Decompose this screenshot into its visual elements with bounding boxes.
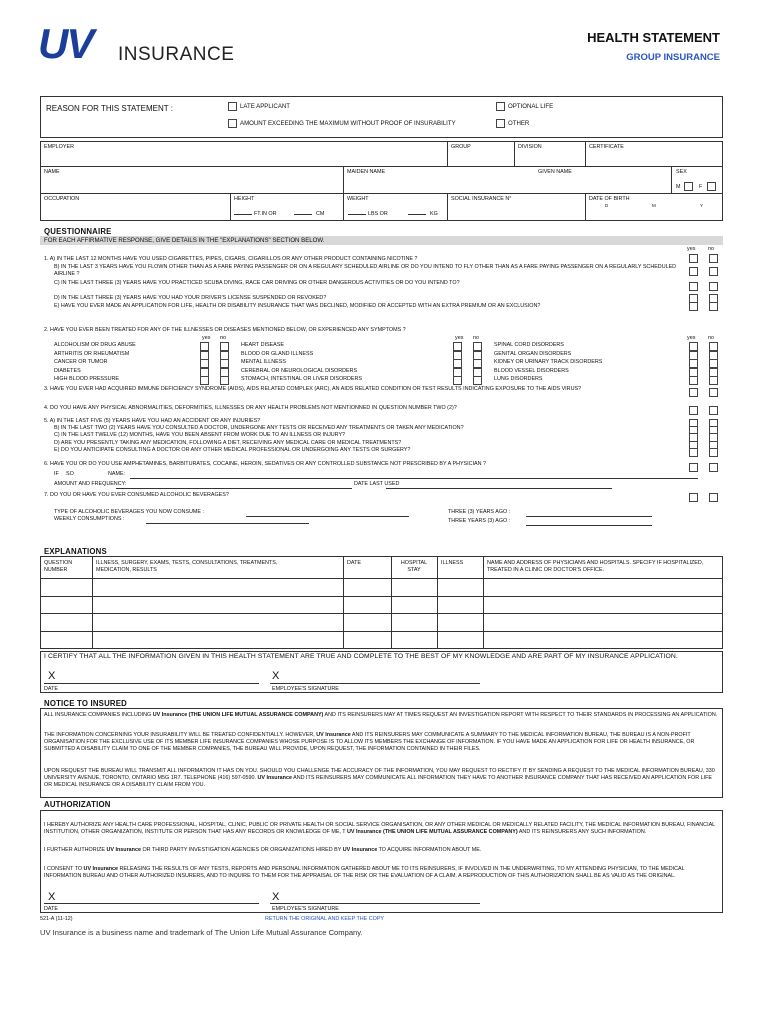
dob-d: D [605,203,609,208]
auth-p1 [44,822,719,836]
other-checkbox[interactable] [496,119,505,128]
yes-checkbox[interactable] [689,448,698,457]
division-label: DIVISION [518,144,542,150]
illness-item: SPINAL CORD DISORDERS [494,342,564,348]
yes-header: yes [687,246,696,252]
text: AND ITS REINSURERS MAY COMMUNICATE ALL INFORMATION THEY HAVE TO ANOTHER INSURANCE COMPANY THAT HAS RECEIVED AN APPLICATION FOR LIFE OR MEDICAL INSURANCE OR A DISABILITY CLAIM FROM YOU. [44,774,712,788]
other-label: OTHER [508,120,530,127]
q1b: B) IN THE LAST 3 YEARS HAVE YOU FLOWN OTHER THAN AS A FARE PAYING PASSENGER OR ON A REGULARY SCHEDULED AIRLINE OR DO YOU INTEND TO FLY OTHER THAN AS A FARE PAYING PASSENGER ON A REGULARLY SCHEDULED AIRLINE ? [54,264,677,277]
company-name: UV Insurance [316,732,351,738]
company-name: UV Insurance [342,847,378,853]
certify-date-x: X [48,670,56,682]
exp-header: NAME AND ADDRESS OF PHYSICIANS AND HOSPITALS. SPECIFY IF HOSPITALIZED, TREATED IN A CLINIC OR DOCTOR'S OFFICE. [487,560,704,573]
certify-sig-x: X [272,670,280,682]
identity-grid [40,141,723,221]
no-checkbox[interactable] [220,376,229,385]
certificate-label: CERTIFICATE [589,144,624,150]
q6: 6. HAVE YOU OR DO YOU USE AMPHETAMINES, BARBITURATES, COCAINE, HEROIN, SEDATIVES OR ANY CONTROLLED SUBSTANCE NOT PRESCRIBED BY A PHYSICIAN ? [44,461,487,467]
exp-header: ILLNESS, SURGERY, EXAMS, TESTS, CONSULTATIONS, TREATMENTS, MEDICATION, RESULTS [96,560,278,573]
text: OR THIRD PARTY INVESTIGATION AGENCIES OR ORGANIZATIONS HIRED BY [140,847,342,853]
illness-item: STOMACH, INTESTINAL OR LIVER DISORDERS [241,376,363,382]
page-subtitle: GROUP INSURANCE [626,52,720,63]
optional-life-label: OPTIONAL LIFE [508,103,554,110]
yes-checkbox[interactable] [689,463,698,472]
yes-header: yes [455,335,464,341]
text: AND ITS REINSURERS MAY COMMUNICATE A SUMMARY TO THE MEDICAL INFORMATION BUREAU, THE BUREAU IS A NON-PROFIT ORGANISATION FOR THE EXCLUSIVE USE OF ITS MEMBER LIFE INSURANCE COMPANIES WHOSE PURPOSE IS TO ALLOW ITS MEMBERS THE EXCHANGE OF INFORMATION. IF YOU HAVE MADE AN APPLICATION FOR LIFE OR HEALTH INSURANCE, OR SUBMITTED A DISABILITY CLAIM TO ONE OF THE MEMBER COMPANIES, THE BUREAU WILL PROVIDE, UPON REQUEST, THE INFORMATION CONTAINED IN THEIR FILES. [44,732,695,752]
q6-amount-line[interactable] [116,488,352,489]
text: I HEREBY AUTHORIZE ANY HEALTH CARE PROFESSIONAL, HOSPITAL, CLINIC, PUBLIC OR PRIVATE HEALTH OR SOCIAL SERVICE ORGANISATION, OR ANY OTHER MEDICAL OR MEDICALLY RELATED FACILITY, THE MEDICAL INFORMATION BUREAU, FINANCIAL INSTITUTION, OTHER ORGANIZATION, INSTITUTE OR PERSON THAT HAS ANY RECORDS OR KNOWLEDGE OF ME, T [44,822,715,835]
sin-label: SOCIAL INSURANCE N° [451,196,512,202]
q6-amount-label: AMOUNT AND FREQUENCY: [54,481,127,487]
optional-life-checkbox[interactable] [496,102,505,111]
sex-label: SEX [676,169,687,175]
trademark-note: UV Insurance is a business name and trademark of The Union Life Mutual Assurance Company. [40,928,363,937]
q5d: D) ARE YOU PRESENTLY TAKING ANY MEDICATION, FOLLOWING A DIET, RECEIVING ANY MEDICAL CARE OR MEDICAL TREATMENTS? [54,440,402,446]
illness-col-3 [494,342,674,385]
exp-header: QUESTION NUMBER [44,560,73,573]
illness-item: MENTAL ILLNESS [241,359,286,365]
yes-checkbox[interactable] [453,376,462,385]
yes-checkbox[interactable] [689,406,698,415]
no-header: no [708,246,714,252]
q5b: B) IN THE LAST TWO (2) YEARS HAVE YOU CONSULTED A DOCTOR, UNDERGONE ANY TESTS OR RECEIVED ANY TREATMENTS OR TAKEN ANY MEDICATION? [54,425,464,431]
yes-header: yes [202,335,211,341]
text: I FURTHER AUTHORIZE [44,847,105,853]
questionnaire-title: QUESTIONNAIRE [44,227,112,236]
certify-sig-label: EMPLOYEE'S SIGNATURE [272,686,339,692]
company-name: UV Insurance (THE UNION LIFE MUTUAL ASSURANCE COMPANY) [347,828,518,835]
lbs-label: LBS OR [368,211,388,217]
ft-in-label: FT.IN OR [254,211,277,217]
amount-exceeding-checkbox[interactable] [228,119,237,128]
illness-item: BLOOD OR GLAND ILLNESS [241,350,314,357]
no-checkbox[interactable] [709,302,718,311]
auth-date-x: X [48,891,56,903]
illness-item: HIGH BLOOD PRESSURE [54,376,120,382]
weight-label: WEIGHT [347,196,369,202]
illness-col-2 [241,342,441,385]
text: THE INFORMATION CONCERNING YOUR INSURABILITY WILL BE TREATED CONFIDENTIALLY. HOWEVER, [44,732,315,738]
no-checkbox[interactable] [709,463,718,472]
yes-checkbox[interactable] [689,267,698,276]
q6-date-label: DATE LAST USED [354,481,400,487]
yes-checkbox[interactable] [200,376,209,385]
reason-box [40,96,723,138]
text: RELEASING THE RESULTS OF ANY TESTS, REPORTS AND PERSONAL INFORMATION GATHERED ABOUT ME TO ITS REINSURERS, IF INVOLVED IN THE UNDERWRITING, TO MY ATTENDING PHYSICIAN, TO THE MEDICAL INFORMATION BUREAU AND OTHER AUTHORIZED INSURERS, AND TO INQUIRE TO THEM FOR THE APPRAISAL OF THE RISK OR THE EVALUATION OF A CLAIM. A REPRODUCTION OF THIS AUTHORIZATION SHALL BE AS VALID AS THE ORIGINAL. [44,866,685,879]
form-number: 521-A (11-12) [40,916,73,922]
occupation-label: OCCUPATION [44,196,80,202]
q1c: C) IN THE LAST THREE (3) YEARS HAVE YOU PRACTICED SCUBA DIVING, RACE CAR DRIVING OR OTHER DANGEROUS ACTIVITIES OR DO YOU INTEND TO? [54,280,460,286]
text: I CONSENT TO [44,866,83,872]
page-title: HEALTH STATEMENT [587,30,720,45]
auth-p3 [44,866,719,880]
no-header: no [220,335,226,341]
q7-weekly-line[interactable] [146,523,309,524]
illness-item: GENITAL ORGAN DISORDERS [494,350,572,357]
no-header: no [708,335,714,341]
name-label: NAME [44,169,60,175]
sex-f-checkbox[interactable] [707,182,716,191]
employer-label: EMPLOYER [44,144,74,150]
reason-label: REASON FOR THIS STATEMENT : [46,104,173,113]
no-checkbox[interactable] [709,388,718,397]
illness-item: KIDNEY OR URINARY TRACK DISORDERS [494,359,603,365]
q1e: E) HAVE YOU EVER MADE AN APPLICATION FOR LIFE, HEALTH OR DISABILITY INSURANCE THAT WAS DECLINED, MODIFIED OR ACCEPTED WITH AN EXTRA PREMIUM OR AN EXCLUSION? [54,303,541,309]
logo-word: INSURANCE [118,44,235,65]
no-checkbox[interactable] [709,448,718,457]
illness-item: ARTHRITIS OR RHEUMATISM [54,350,130,357]
notice-p1 [44,712,719,719]
q7-weekly-label: WEEKLY CONSUMPTIONS : [54,516,125,522]
auth-p2 [44,847,719,854]
no-checkbox[interactable] [473,376,482,385]
illness-item: CANCER OR TUMOR [54,359,108,365]
q7-three-line[interactable] [526,516,652,517]
yes-checkbox[interactable] [689,388,698,397]
q7: 7. DO YOU OR HAVE YOU EVER CONSUMED ALCOHOLIC BEVERAGES? [44,492,229,498]
q3: 3. HAVE YOU EVER HAD ACQUIRED IMMUNE DEFICIENCY SYNDROME (AIDS), AIDS RELATED COMPLEX (ARC), AN AIDS RELATED CONDITION OR TEST RESULTS INDICATING EXPOSURE TO THE AIDS VIRUS? [44,386,582,392]
height-label: HEIGHT [234,196,255,202]
notice-p3 [44,768,719,788]
logo-letters: UV [38,20,93,67]
text: UPON REQUEST THE BUREAU WILL TRANSMIT ALL INFORMATION IT HAS ON YOU. SHOULD YOU CHALLENGE THE ACCURACY OF THE INFORMATION, YOU MAY REQUEST TO RECTIFY IT BY SENDING A REQUEST TO THE MEDICAL INFORMATION BUREAU, 330 UNIVERSITY AVENUE, TORONTO, ONTARIO M5G 1R7. TELEPHONE (416) 597-0590. [44,768,715,781]
text: TO ACQUIRE INFORMATION ABOUT ME. [377,847,482,853]
company-name: UV Insurance [257,774,292,781]
q5a: 5. A) IN THE LAST FIVE (5) YEARS HAVE YOU HAD AN ACCIDENT OR ANY INJURIES? [44,418,261,424]
illness-item: DIABETES [54,367,81,374]
explanations-title: EXPLANATIONS [44,547,107,556]
certify-date-label: DATE [44,686,58,692]
group-label: GROUP [451,144,471,150]
text: ALL INSURANCE COMPANIES INCLUDING [44,712,152,718]
notice-p2 [44,732,719,752]
q5c: C) IN THE LAST TWELVE (12) MONTHS, HAVE YOU BEEN ABSENT FROM WORK DUE TO AN ILLNESS OR INJURY? [54,432,346,438]
text: AND ITS REINSURERS MAY AT TIMES REQUEST AN INVESTIGATION REPORT WITH RESPECT TO THEIR STANDARDS IN PROCESSING AN APPLICATION. [323,712,718,718]
illness-item: HEART DISEASE [241,342,284,348]
illness-col-1 [54,342,204,385]
q6-name-label: NAME: [108,471,126,477]
sex-m-checkbox[interactable] [684,182,693,191]
dob-m: M [652,203,656,208]
yes-checkbox[interactable] [689,282,698,291]
maiden-name-label: MAIDEN NAME [347,169,386,175]
return-note: RETURN THE ORIGINAL AND KEEP THE COPY [265,916,385,922]
q1a: 1. A) IN THE LAST 12 MONTHS HAVE YOU USED CIGARETTES, PIPES, CIGARS, CIGARILLOS OR ANY OTHER PRODUCT CONTAINING NICOTINE ? [44,256,418,262]
no-checkbox[interactable] [709,376,718,385]
q5e: E) DO YOU ANTICIPATE CONSULTING A DOCTOR OR ANY OTHER MEDICAL PROFESSIONAL OR UNDERGOING ANY TESTS OR SURGERY? [54,447,411,453]
kg-label: KG [430,211,438,217]
q6-if: IF [54,471,59,477]
authorization-title: AUTHORIZATION [44,800,111,809]
q7-three2-line[interactable] [526,525,652,526]
illness-item: ALCOHOLISM OR DRUG ABUSE [54,342,136,348]
no-checkbox[interactable] [709,267,718,276]
no-checkbox[interactable] [709,406,718,415]
q1d: D) IN THE LAST THREE (3) YEARS HAVE YOU HAD YOUR DRIVER'S LICENSE SUSPENDED OR REVOKED? [54,295,327,301]
exp-header: ILLNESS [441,560,464,566]
q6-so: SO [66,471,74,477]
q2: 2. HAVE YOU EVER BEEN TREATED FOR ANY OF THE ILLNESSES OR DISEASES MENTIONED BELOW, OR EXPERIENCED ANY SYMPTOMS ? [44,327,406,333]
no-checkbox[interactable] [709,254,718,263]
q7-three-label: THREE (3) YEARS AGO : [448,509,511,515]
auth-sig-label: EMPLOYEE'S SIGNATURE [272,906,339,912]
dob-label: DATE OF BIRTH [589,196,630,202]
text: AND ITS REINSURERS ANY SUCH INFORMATION. [517,828,647,835]
q7-type-line[interactable] [246,516,409,517]
no-checkbox[interactable] [709,282,718,291]
sex-m-label: M [676,184,681,190]
late-applicant-checkbox[interactable] [228,102,237,111]
company-name: UV Insurance (THE UNION LIFE MUTUAL ASSURANCE COMPANY) [152,712,324,718]
q6-date-line[interactable] [386,488,612,489]
certify-text: I CERTIFY THAT ALL THE INFORMATION GIVEN IN THIS HEALTH STATEMENT ARE TRUE AND COMPLETE TO THE BEST OF MY KNOWLEDGE AND ARE PART OF MY INSURANCE APPLICATION. [44,653,678,660]
illness-item: LUNG DISORDERS [494,376,543,382]
yes-checkbox[interactable] [689,254,698,263]
exp-header: HOSPITAL STAY [400,560,428,573]
dob-y: Y [700,203,704,208]
auth-date-label: DATE [44,906,58,912]
auth-sig-x: X [272,891,280,903]
q7-three2-label: THREE YEARS (3) AGO : [448,518,511,524]
amount-exceeding-label: AMOUNT EXCEEDING THE MAXIMUM WITHOUT PROOF OF INSURABILITY [240,120,456,127]
notice-title: NOTICE TO INSURED [44,699,127,708]
brand-logo [38,20,235,70]
yes-checkbox[interactable] [689,376,698,385]
q4: 4. DO YOU HAVE ANY PHYSICAL ABNORMALITIES, DEFORMITIES, ILLNESSES OR ANY HEALTH PROBLEMS NOT MENTIONNED IN QUESTION NUMBER TWO (2)? [44,405,457,411]
given-name-label: GIVEN NAME [538,169,572,175]
cm-label: CM [316,211,325,217]
sex-f-label: F [699,184,703,190]
no-checkbox[interactable] [709,493,718,502]
yes-header: yes [687,335,696,341]
q7-type-label: TYPE OF ALCOHOLIC BEVERAGES YOU NOW CONSUME : [54,509,204,515]
illness-item: BLOOD VESSEL DISORDERS [494,367,569,374]
no-header: no [473,335,479,341]
questionnaire-intro: FOR EACH AFFIRMATIVE RESPONSE, GIVE DETAILS IN THE "EXPLANATIONS" SECTION BELOW. [44,237,325,244]
company-name: UV Insurance [83,866,118,872]
yes-checkbox[interactable] [689,302,698,311]
illness-item: CEREBRAL OR NEUROLOGICAL DISORDERS [241,367,358,374]
late-applicant-label: LATE APPLICANT [240,103,291,110]
q6-name-line[interactable] [130,478,698,479]
company-name: UV Insurance [106,847,141,853]
exp-header: DATE [347,560,361,566]
yes-checkbox[interactable] [689,493,698,502]
